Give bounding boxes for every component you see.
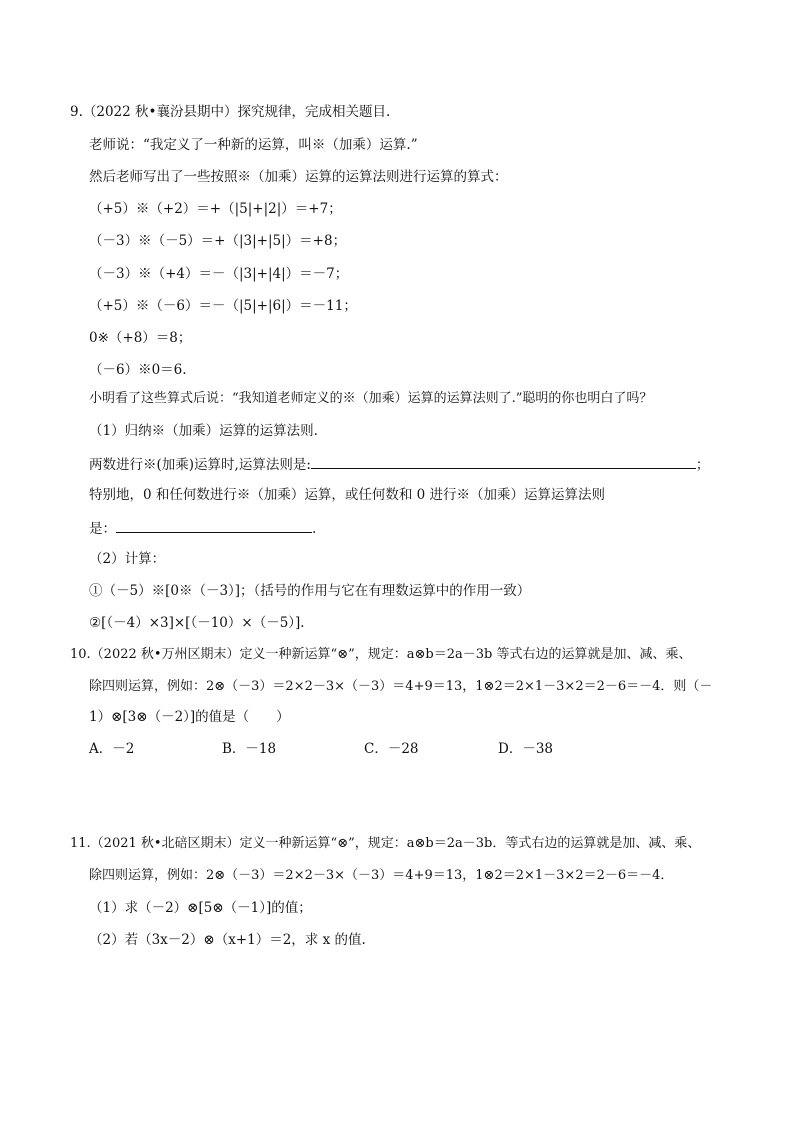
q9-rule-prefix: 两数进行※(加乘)运算时,运算法则是: — [89, 457, 311, 473]
q9-rule-line — [89, 454, 709, 474]
q9-special-prefix: 是： — [89, 521, 116, 537]
q9-part2-title: （2）计算： — [89, 551, 166, 567]
q9-xiaoming: 小明看了这些算式后说：“我知道老师定义的※（加乘）运算的运算法则了.”聪明的你也明白了吗？ — [89, 391, 653, 406]
q9-example-3: （－3）※（+4）＝－（|3|+|4|）＝－7； — [89, 266, 349, 282]
q10-line-2: 除四则运算，例如：2⊗（－3）＝2×2－3×（－3）＝4+9＝13，1⊗2＝2×1－3×2＝2－6＝－4．则（－ — [89, 679, 713, 694]
q9-calc-1: ①（－5）※[0※（－3）]；（括号的作用与它在有理数运算中的作用一致） — [89, 583, 531, 599]
q9-special-line: 特别地，0 和任何数进行※（加乘）运算，或任何数和 0 进行※（加乘）运算运算法则 — [89, 487, 606, 503]
q9-part1-title: （1）归纳※（加乘）运算的运算法则. — [89, 423, 318, 439]
q9-calc-2: ②[（－4）×3]×[（－10）×（－5）]. — [89, 615, 305, 631]
q9-example-2: （－3）※（－5）＝+（|3|+|5|）＝+8； — [89, 233, 347, 249]
q10-option-b[interactable]: B．－18 — [222, 741, 277, 757]
q9-example-6: （－6）※0＝6. — [89, 362, 187, 378]
q11-part-2: （2）若（3x－2）⊗（x+1）＝2，求 x 的值. — [89, 932, 366, 948]
q10-line-1: 10.（2022 秋•万州区期末）定义一种新运算“⊗”，规定：a⊗b＝2a－3b 等式右边的运算就是加、减、乘、 — [70, 647, 692, 662]
q9-example-1: （+5）※（+2）＝+（|5|+|2|）＝+7； — [89, 201, 342, 217]
q9-example-5: 0※（+8）＝8； — [89, 330, 192, 346]
q9-special-suffix: . — [312, 521, 317, 537]
q9-teacher-says: 老师说：“我定义了一种新的运算，叫※（加乘）运算.” — [89, 137, 418, 153]
q9-rule-suffix: ； — [695, 457, 710, 473]
q9-then: 然后老师写出了一些按照※（加乘）运算的运算法则进行运算的算式： — [89, 169, 508, 185]
q9-example-4: （+5）※（－6）＝－（|5|+|6|）＝－11； — [89, 298, 357, 314]
q10-option-c[interactable]: C．－28 — [364, 741, 419, 757]
q10-line-3: 1）⊗[3⊗（－2）]的值是（ ） — [89, 709, 290, 725]
q11-line-1: 11.（2021 秋•北碚区期末）定义一种新运算“⊗”，规定：a⊗b＝2a－3b．等式右边的运算就是加、减、乘、 — [70, 836, 701, 851]
q9-title: 9.（2022 秋•襄汾县期中）探究规律，完成相关题目. — [70, 104, 391, 120]
q9-special-answer-line — [89, 518, 316, 538]
q9-rule-answer-blank[interactable] — [311, 454, 696, 469]
q10-option-a[interactable]: A．－2 — [89, 741, 135, 757]
q9-special-answer-blank[interactable] — [116, 518, 312, 533]
q11-part-1: （1）求（－2）⊗[5⊗（－1）]的值； — [89, 900, 312, 916]
q11-line-2: 除四则运算，例如：2⊗（－3）＝2×2－3×（－3）＝4+9＝13，1⊗2＝2×1－3×2＝2－6＝－4． — [89, 868, 674, 883]
q10-option-d[interactable]: D．－38 — [498, 741, 554, 757]
